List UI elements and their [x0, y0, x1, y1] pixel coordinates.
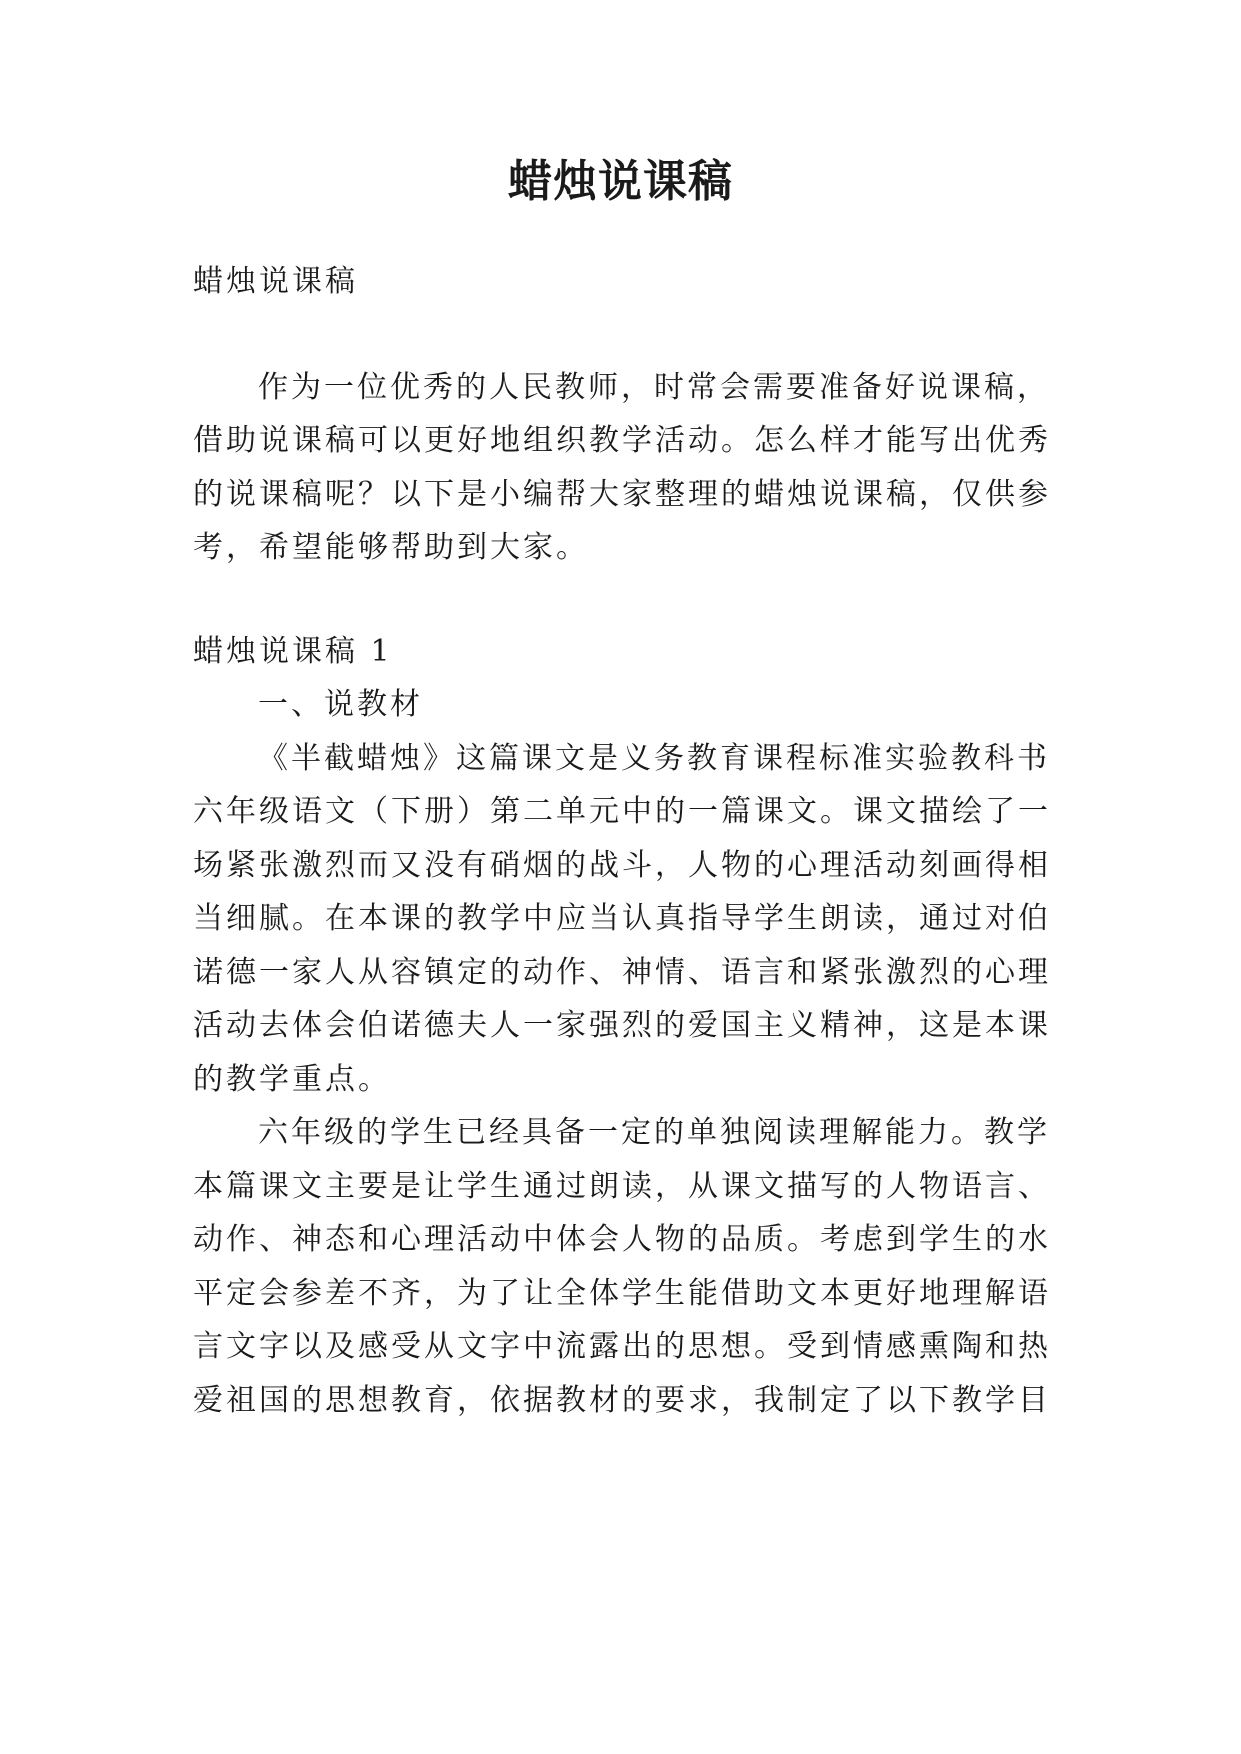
paragraph-line: 爱祖国的思想教育，依据教材的要求，我制定了以下教学目: [193, 1383, 1051, 1418]
subsection-heading: 一、说教材: [258, 687, 423, 722]
document-title: 蜡烛说课稿: [508, 156, 733, 207]
intro-line: 考，希望能够帮助到大家。: [193, 530, 589, 565]
paragraph-line: 《半截蜡烛》这篇课文是义务教育课程标准实验教科书: [258, 741, 1050, 776]
intro-line: 借助说课稿可以更好地组织教学活动。怎么样才能写出优秀: [193, 423, 1051, 458]
paragraph-line: 言文字以及感受从文字中流露出的思想。受到情感熏陶和热: [193, 1329, 1051, 1364]
paragraph-line: 活动去体会伯诺德夫人一家强烈的爱国主义精神，这是本课: [193, 1008, 1051, 1043]
document-subtitle: 蜡烛说课稿: [193, 264, 358, 299]
intro-line: 的说课稿呢？以下是小编帮大家整理的蜡烛说课稿，仅供参: [193, 477, 1051, 512]
paragraph-line: 本篇课文主要是让学生通过朗读，从课文描写的人物语言、: [193, 1169, 1051, 1204]
paragraph-line: 场紧张激烈而又没有硝烟的战斗，人物的心理活动刻画得相: [193, 848, 1051, 883]
paragraph-line: 平定会参差不齐，为了让全体学生能借助文本更好地理解语: [193, 1276, 1051, 1311]
paragraph-line: 六年级的学生已经具备一定的单独阅读理解能力。教学: [258, 1115, 1050, 1150]
paragraph-line: 动作、神态和心理活动中体会人物的品质。考虑到学生的水: [193, 1222, 1051, 1257]
paragraph-line: 六年级语文（下册）第二单元中的一篇课文。课文描绘了一: [193, 794, 1051, 829]
paragraph-line: 当细腻。在本课的教学中应当认真指导学生朗读，通过对伯: [193, 901, 1051, 936]
paragraph-line: 的教学重点。: [193, 1062, 391, 1097]
intro-line: 作为一位优秀的人民教师，时常会需要准备好说课稿，: [258, 370, 1050, 405]
section-heading: 蜡烛说课稿 1: [193, 634, 393, 669]
paragraph-line: 诺德一家人从容镇定的动作、神情、语言和紧张激烈的心理: [193, 955, 1051, 990]
